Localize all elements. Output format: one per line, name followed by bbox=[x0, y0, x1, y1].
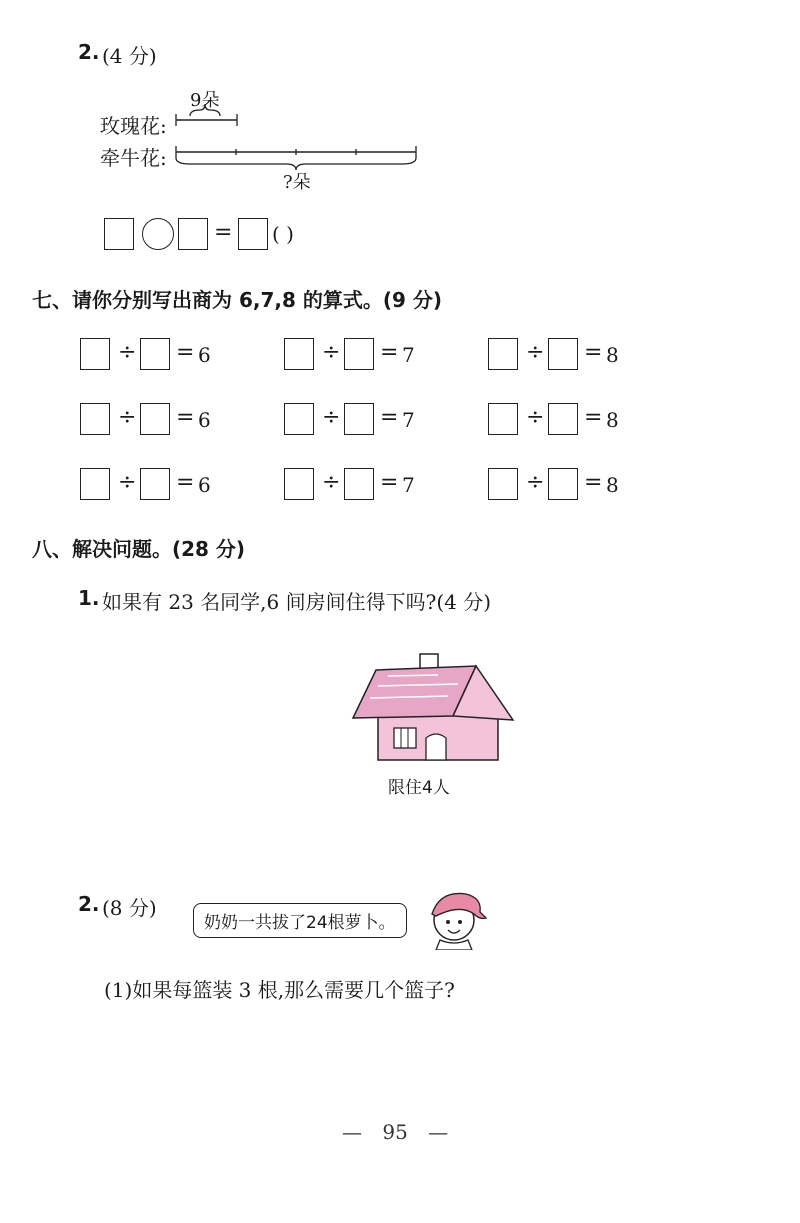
problem-number: 2. bbox=[78, 892, 100, 916]
line-diagram bbox=[100, 86, 430, 196]
boy-illustration bbox=[420, 884, 492, 950]
quotient-value: 7 bbox=[402, 473, 415, 497]
segment-bars bbox=[100, 86, 430, 196]
dividend-box[interactable] bbox=[284, 468, 314, 500]
quotient-value: 8 bbox=[606, 473, 619, 497]
equals-sign: = bbox=[380, 470, 399, 495]
equals-sign: = bbox=[584, 340, 603, 365]
question-score: (4 分) bbox=[102, 44, 157, 68]
divide-sign: ÷ bbox=[526, 340, 545, 365]
dividend-box[interactable] bbox=[80, 403, 110, 435]
divisor-box[interactable] bbox=[344, 403, 374, 435]
rose-label: 玫瑰花: bbox=[100, 114, 167, 138]
section-title: 八、解决问题。(28 分) bbox=[32, 537, 246, 561]
divide-sign: ÷ bbox=[526, 470, 545, 495]
page-number-value: 95 bbox=[382, 1120, 408, 1144]
answer-box[interactable] bbox=[104, 218, 134, 250]
divide-sign: ÷ bbox=[322, 405, 341, 430]
sub-question: (1)如果每篮装 3 根,那么需要几个篮子? bbox=[104, 978, 455, 1002]
problem-score: (8 分) bbox=[102, 896, 157, 920]
dividend-box[interactable] bbox=[488, 468, 518, 500]
divide-sign: ÷ bbox=[526, 405, 545, 430]
morning-glory-label: 牵牛花: bbox=[100, 146, 167, 170]
page-number bbox=[342, 1120, 448, 1144]
dividend-box[interactable] bbox=[488, 338, 518, 370]
problem-number: 1. bbox=[78, 586, 100, 610]
divisor-box[interactable] bbox=[140, 468, 170, 500]
divisor-box[interactable] bbox=[140, 338, 170, 370]
rose-count: 9朵 bbox=[190, 90, 220, 111]
quotient-value: 6 bbox=[198, 473, 211, 497]
quotient-value: 8 bbox=[606, 408, 619, 432]
equals-sign: = bbox=[380, 405, 399, 430]
divide-sign: ÷ bbox=[322, 470, 341, 495]
equals-sign: = bbox=[176, 405, 195, 430]
section-title: 七、请你分别写出商为 6,7,8 的算式。(9 分) bbox=[32, 288, 443, 312]
divide-sign: ÷ bbox=[322, 340, 341, 365]
dash-left: — bbox=[342, 1120, 362, 1144]
quotient-value: 7 bbox=[402, 408, 415, 432]
divisor-box[interactable] bbox=[344, 338, 374, 370]
dividend-box[interactable] bbox=[80, 338, 110, 370]
divisor-box[interactable] bbox=[548, 403, 578, 435]
operator-circle[interactable] bbox=[142, 218, 174, 250]
answer-box[interactable] bbox=[178, 218, 208, 250]
answer-box[interactable] bbox=[238, 218, 268, 250]
divisor-box[interactable] bbox=[344, 468, 374, 500]
unknown-count: ?朵 bbox=[283, 172, 311, 193]
divide-sign: ÷ bbox=[118, 470, 137, 495]
equals-sign: = bbox=[176, 340, 195, 365]
quotient-value: 8 bbox=[606, 343, 619, 367]
divide-sign: ÷ bbox=[118, 340, 137, 365]
dividend-box[interactable] bbox=[488, 403, 518, 435]
quotient-value: 7 bbox=[402, 343, 415, 367]
question-number: 2. bbox=[78, 40, 100, 64]
equals-sign: = bbox=[176, 470, 195, 495]
dividend-box[interactable] bbox=[80, 468, 110, 500]
divisor-box[interactable] bbox=[548, 338, 578, 370]
dividend-box[interactable] bbox=[284, 403, 314, 435]
dash-right: — bbox=[428, 1120, 449, 1144]
divide-sign: ÷ bbox=[118, 405, 137, 430]
divisor-box[interactable] bbox=[548, 468, 578, 500]
speech-bubble: 奶奶一共拔了24根萝卜。 bbox=[193, 903, 407, 938]
quotient-value: 6 bbox=[198, 343, 211, 367]
equals-sign: = bbox=[584, 470, 603, 495]
dividend-box[interactable] bbox=[284, 338, 314, 370]
unit-paren[interactable]: ( ) bbox=[272, 222, 294, 246]
house-caption: 限住4人 bbox=[388, 778, 450, 798]
equals-sign: = bbox=[214, 220, 233, 245]
problem-text: 如果有 23 名同学,6 间房间住得下吗?(4 分) bbox=[102, 590, 492, 614]
quotient-value: 6 bbox=[198, 408, 211, 432]
divisor-box[interactable] bbox=[140, 403, 170, 435]
equals-sign: = bbox=[584, 405, 603, 430]
equals-sign: = bbox=[380, 340, 399, 365]
